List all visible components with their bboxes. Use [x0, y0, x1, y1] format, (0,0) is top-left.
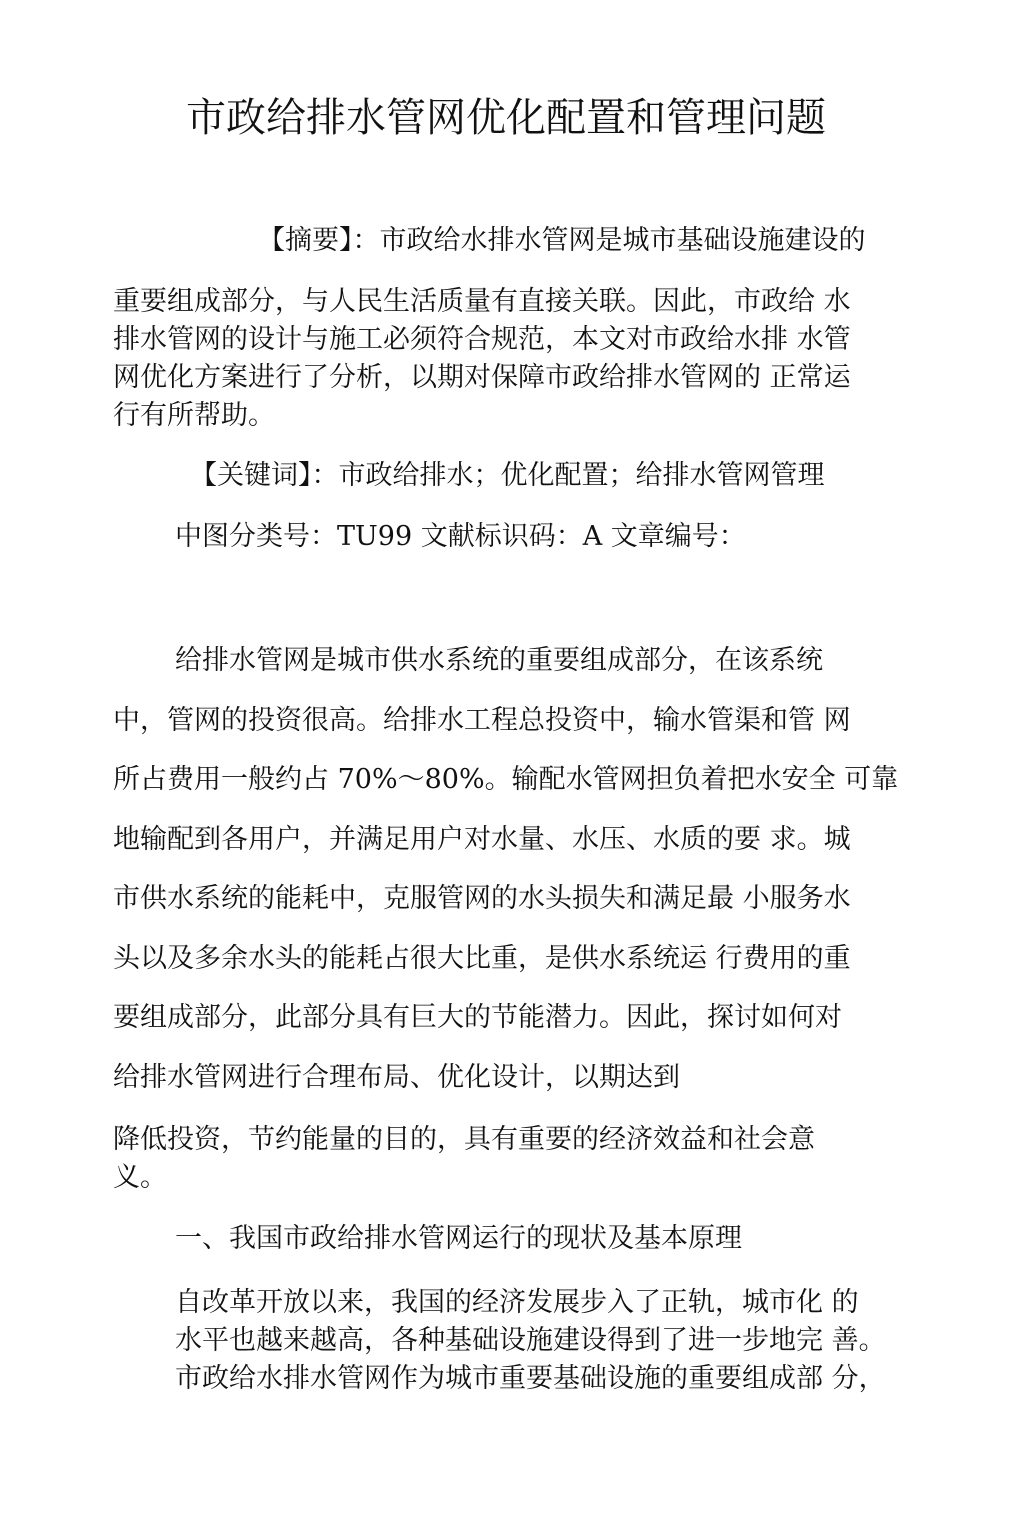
classification-line: 中图分类号：TU99 文献标识码：A 文章编号： [175, 521, 746, 552]
body-line: 降低投资，节约能量的目的，具有重要的经济效益和社会意 [113, 1124, 815, 1155]
abstract-line: 重要组成部分，与人民生活质量有直接关联。因此，市政给 水 [113, 286, 851, 317]
body-line: 市供水系统的能耗中，克服管网的水头损失和满足最 小服务水 [113, 883, 851, 914]
section-line: 市政给水排水管网作为城市重要基础设施的重要组成部 分， [175, 1363, 886, 1394]
abstract-line: 排水管网的设计与施工必须符合规范，本文对市政给水排 水管 [113, 324, 851, 355]
keywords-line: 【关键词】：市政给排水；优化配置；给排水管网管理 [190, 460, 825, 491]
body-line: 要组成部分，此部分具有巨大的节能潜力。因此，探讨如何对 [113, 1002, 842, 1033]
body-line: 中，管网的投资很高。给排水工程总投资中，输水管渠和管 网 [113, 705, 851, 736]
body-line: 头以及多余水头的能耗占很大比重，是供水系统运 行费用的重 [113, 943, 851, 974]
section-line: 水平也越来越高，各种基础设施建设得到了进一步地完 善。 [175, 1325, 886, 1356]
body-line: 所占费用一般约占 70%～80%。输配水管网担负着把水安全 可靠 [113, 764, 899, 795]
body-line: 给排水管网是城市供水系统的重要组成部分，在该系统 [175, 645, 823, 676]
abstract-line: 网优化方案进行了分析，以期对保障市政给排水管网的 正常运 [113, 362, 851, 393]
body-line: 地输配到各用户，并满足用户对水量、水压、水质的要 求。城 [113, 824, 851, 855]
body-line: 义。 [113, 1162, 167, 1193]
abstract-line: 行有所帮助。 [113, 400, 275, 431]
document-title: 市政给排水管网优化配置和管理问题 [186, 95, 826, 141]
abstract-line: 【摘要】：市政给水排水管网是城市基础设施建设的 [258, 225, 866, 256]
section-heading: 一、我国市政给排水管网运行的现状及基本原理 [175, 1223, 742, 1254]
section-line: 自改革开放以来，我国的经济发展步入了正轨，城市化 的 [175, 1287, 859, 1318]
body-line: 给排水管网进行合理布局、优化设计，以期达到 [113, 1062, 680, 1093]
